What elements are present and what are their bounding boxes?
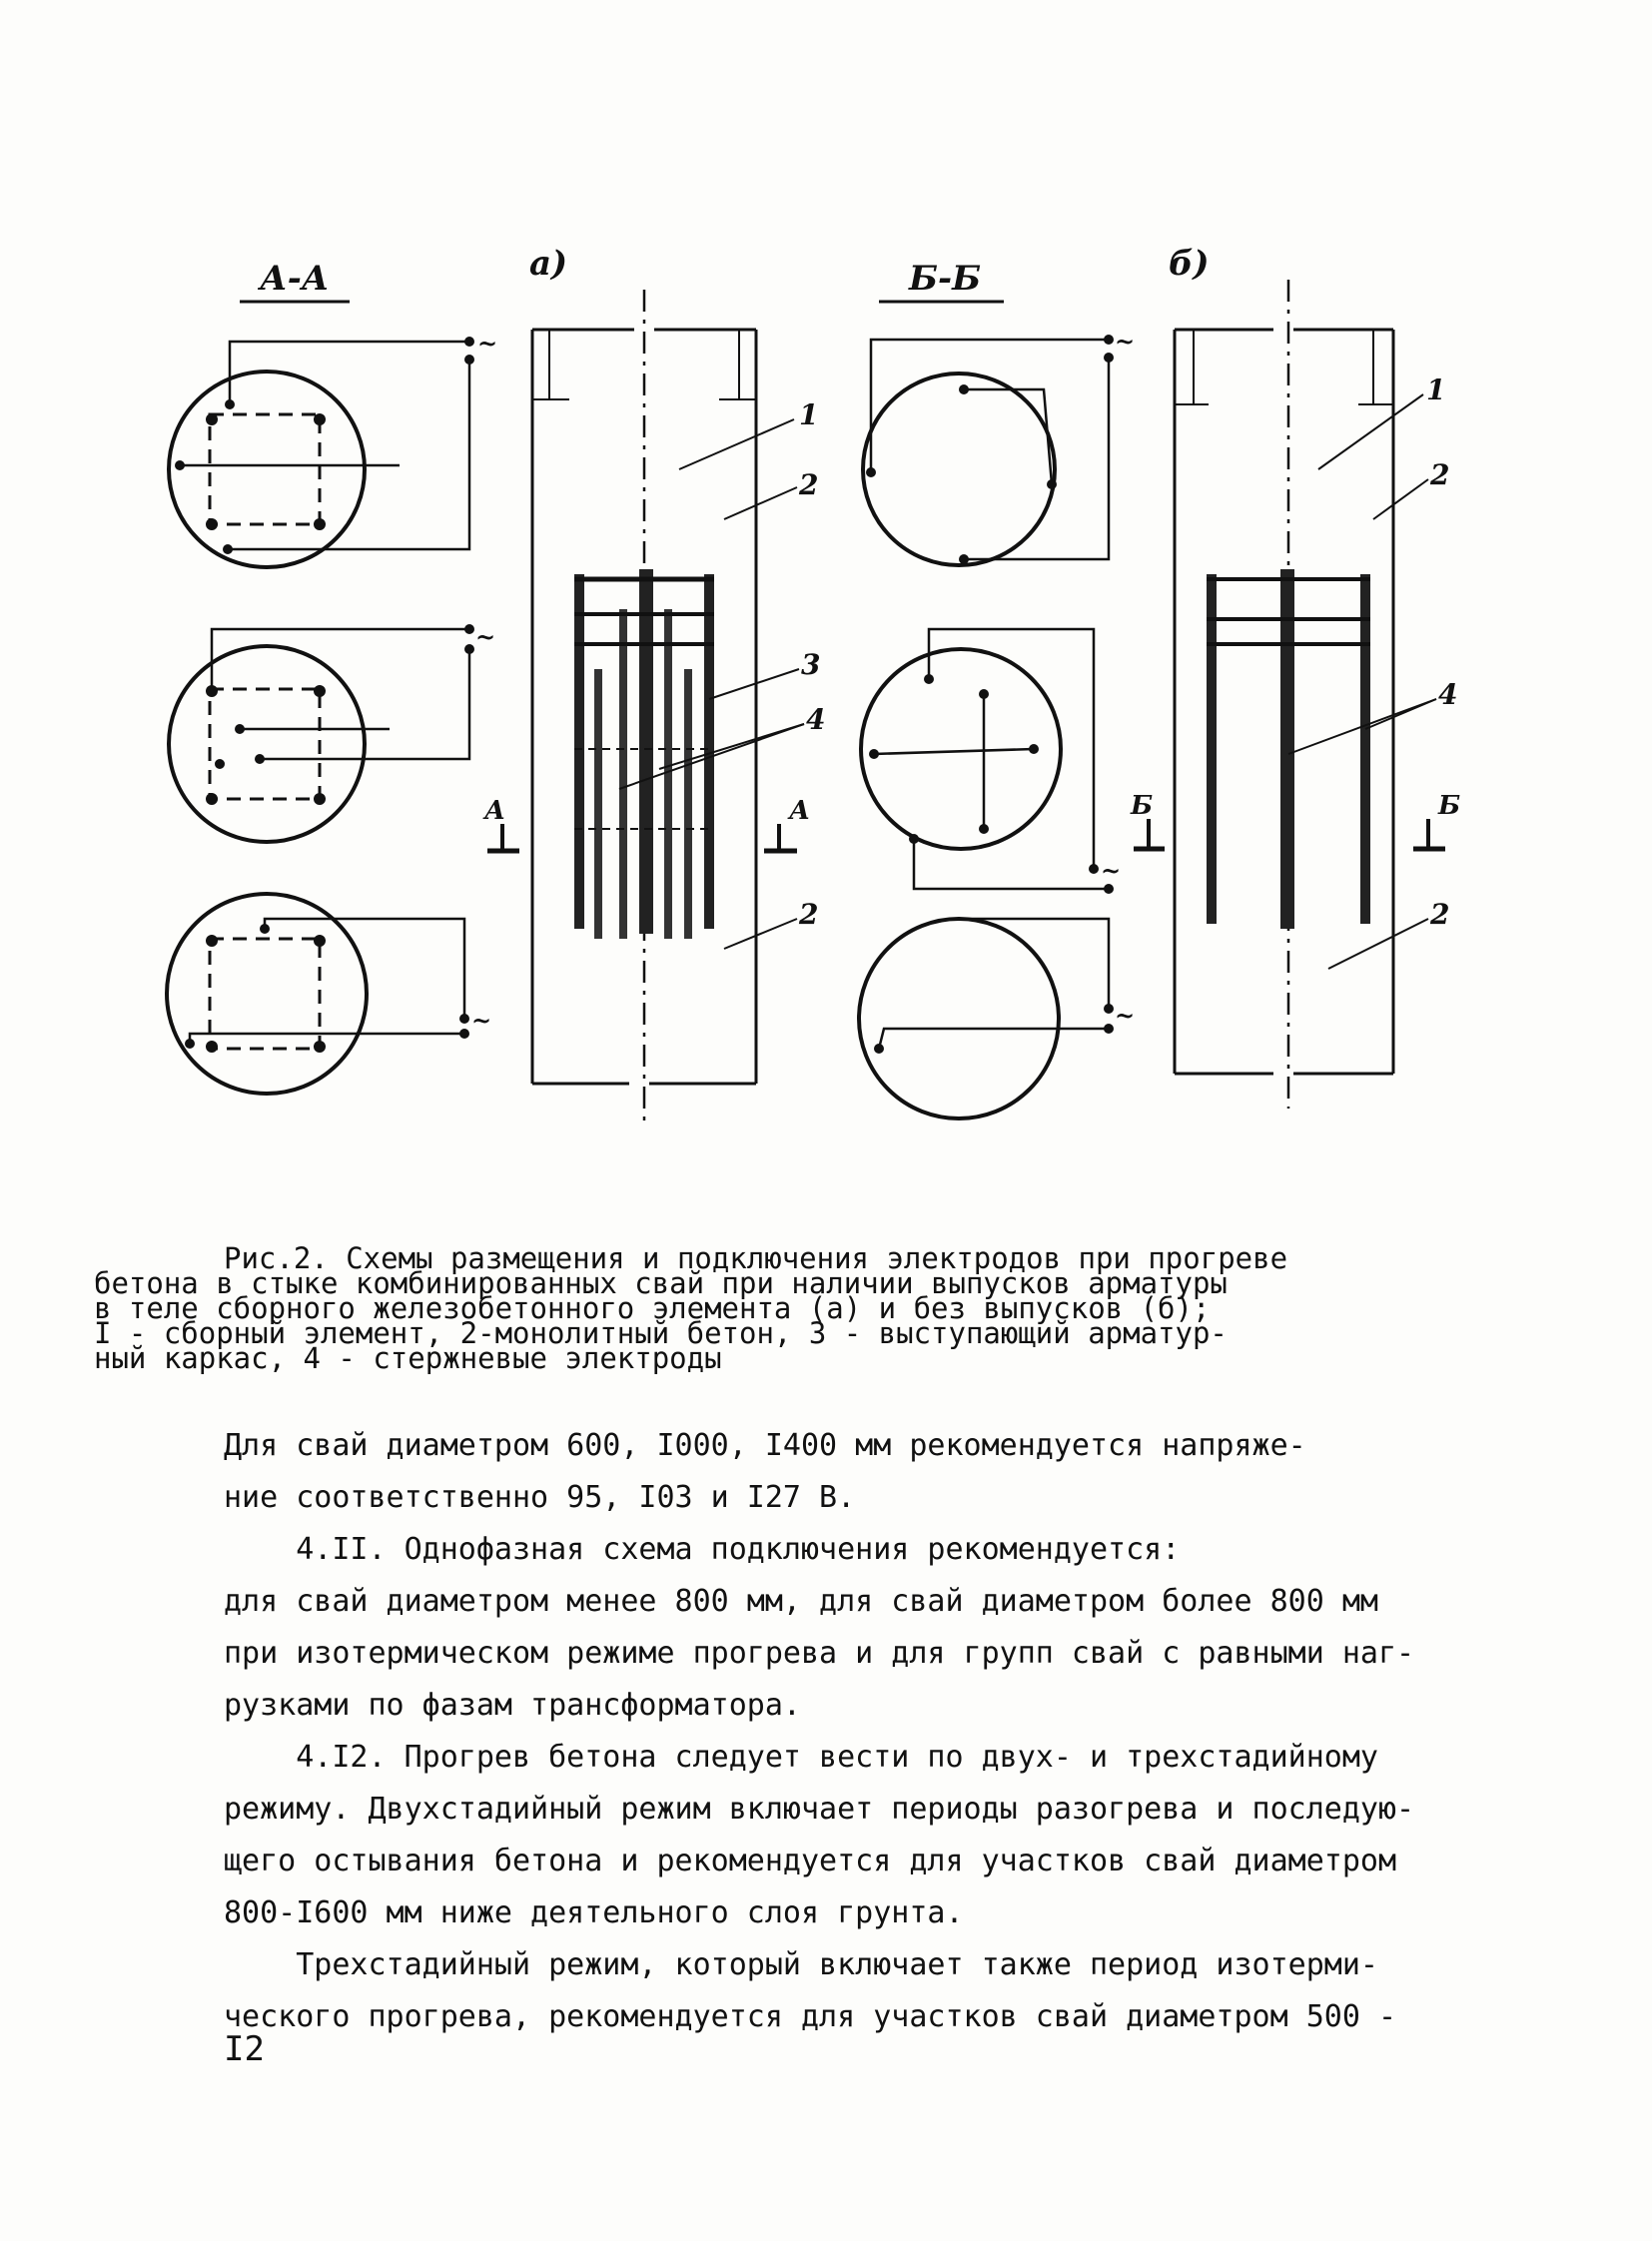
- callout-1-a: 1: [799, 398, 819, 431]
- cut-a-right: А: [789, 796, 811, 826]
- section-aa-circle-1: [169, 372, 365, 567]
- ac-symbol-3: ~: [471, 1006, 492, 1035]
- section-aa-group: [167, 259, 497, 1094]
- callout-2-b-bottom: 2: [1430, 898, 1450, 931]
- section-bb-label: Б-Б: [909, 259, 982, 299]
- callout-1-b: 1: [1426, 374, 1446, 406]
- body-line: 800-I600 мм ниже деятельного слоя грунта.: [224, 1895, 964, 1930]
- section-aa-circle-2: [169, 646, 365, 842]
- section-bb-group: [859, 259, 1135, 1119]
- caption-line: I - сборный элемент, 2-монолитный бетон, 3 - выступающий арматур-: [94, 1316, 1228, 1350]
- page-number: I2: [224, 2029, 265, 2069]
- body-line: при изотермическом режиме прогрева и для групп свай с равными наг-: [224, 1636, 1415, 1671]
- body-line: щего остывания бетона и рекомендуется для участков свай диаметром: [224, 1844, 1396, 1878]
- body-text: [224, 1420, 1462, 2043]
- body-line: режиму. Двухстадийный режим включает периоды разогрева и последую-: [224, 1792, 1415, 1827]
- callout-2-a-bottom: 2: [799, 898, 819, 931]
- body-line: ние соответственно 95, I03 и I27 В.: [224, 1480, 856, 1515]
- body-line: 4.II. Однофазная схема подключения рекомендуется:: [224, 1532, 1181, 1567]
- variant-a-elevation: [482, 244, 825, 1128]
- figure-caption: [94, 1241, 1462, 1375]
- figure-electrode-schemes: [150, 230, 1488, 1138]
- ac-symbol-6: ~: [1115, 1001, 1136, 1030]
- body-line: рузками по фазам трансформатора.: [224, 1688, 801, 1723]
- caption-line: бетона в стыке комбинированных свай при наличии выпусков арматуры: [94, 1266, 1228, 1300]
- ac-symbol-4: ~: [1115, 327, 1136, 356]
- callout-4-b: 4: [1438, 678, 1458, 711]
- section-bb-circle-3: [859, 919, 1059, 1119]
- ac-symbol-2: ~: [475, 622, 496, 651]
- body-line: 4.I2. Прогрев бетона следует вести по двух- и трехстадийному: [224, 1740, 1378, 1775]
- section-aa-circle-3: [167, 894, 367, 1094]
- ac-symbol-1: ~: [477, 329, 498, 358]
- caption-line: в теле сборного железобетонного элемента (а) и без выпусков (б);: [94, 1291, 1211, 1325]
- section-bb-circle-1: [863, 374, 1055, 565]
- variant-b-label: б): [1169, 244, 1210, 284]
- callout-2-b-top: 2: [1430, 458, 1450, 491]
- callout-4-a: 4: [806, 703, 826, 736]
- cut-a-left: А: [484, 796, 506, 826]
- body-line: ческого прогрева, рекомендуется для участков свай диаметром 500 -: [224, 1999, 1396, 2034]
- cut-b-left: Б: [1131, 791, 1154, 821]
- cut-b-right: Б: [1438, 791, 1461, 821]
- variant-a-label: а): [529, 244, 568, 284]
- body-line: Трехстадийный режим, который включает также период изотерми-: [224, 1947, 1378, 1982]
- caption-line: ный каркас, 4 - стержневые электроды: [94, 1341, 722, 1375]
- body-line: Для свай диаметром 600, I000, I400 мм рекомендуется напряже-: [224, 1428, 1306, 1463]
- callout-3-a: 3: [801, 648, 821, 681]
- callout-2-a-top: 2: [799, 468, 819, 501]
- body-line: для свай диаметром менее 800 мм, для свай диаметром более 800 мм: [224, 1584, 1378, 1619]
- variant-b-elevation: [1130, 244, 1460, 1109]
- ac-symbol-5: ~: [1101, 856, 1122, 885]
- caption-line: Рис.2. Схемы размещения и подключения электродов при прогреве: [224, 1241, 1288, 1275]
- section-aa-label: А-А: [260, 259, 330, 299]
- figure-drawing: [150, 230, 1488, 1138]
